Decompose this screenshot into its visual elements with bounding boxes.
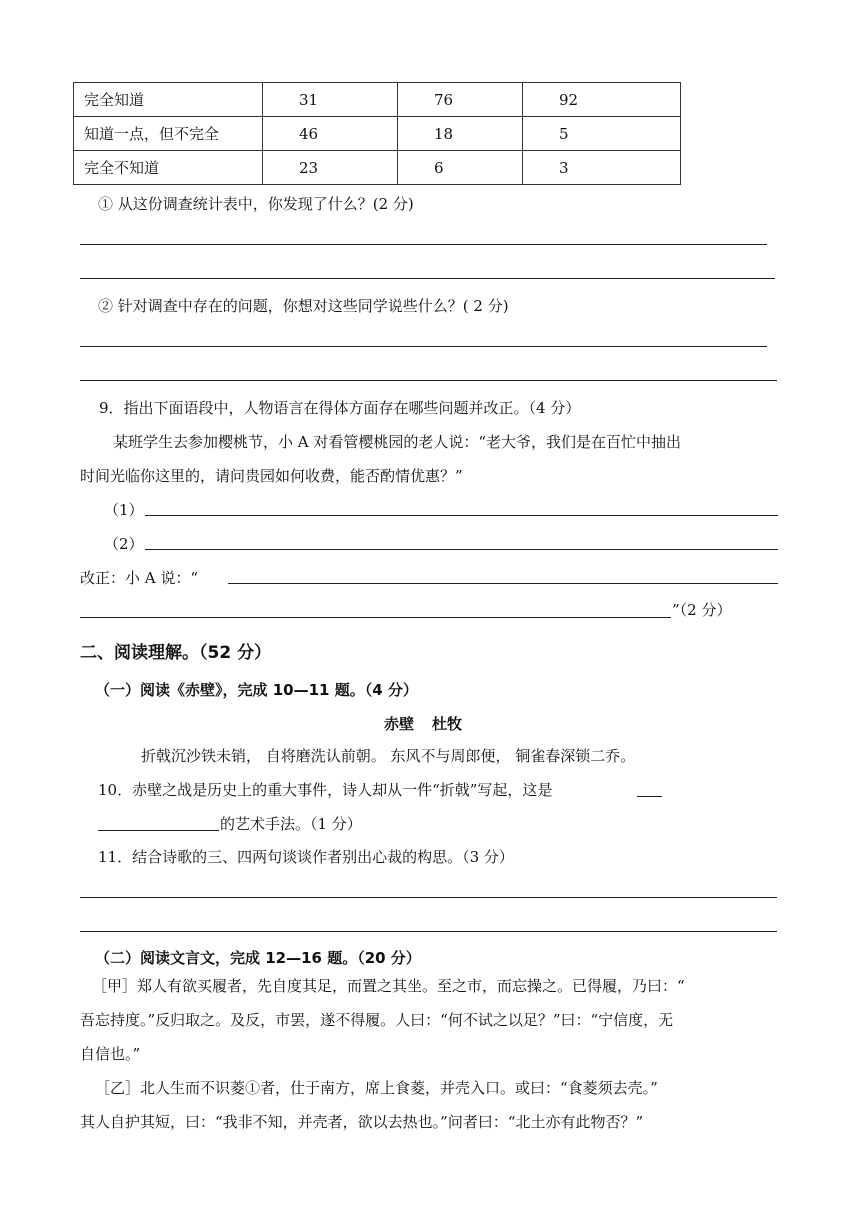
section-title: 二、阅读理解。（52 分） — [80, 643, 272, 663]
table-cell: 6 — [398, 151, 523, 185]
table-cell: 23 — [263, 151, 398, 185]
answer-line[interactable] — [228, 583, 778, 584]
q8-sub2: ② 针对调查中存在的问题，你想对这些同学说些什么？( 2 分) — [98, 297, 509, 315]
part-title: （一）阅读《赤壁》，完成 10—11 题。（4 分） — [95, 681, 418, 699]
correction-suffix: ”（2 分） — [672, 601, 732, 619]
table-cell: 31 — [263, 83, 398, 117]
poem-title: 赤壁 — [384, 715, 415, 733]
table-cell: 46 — [263, 117, 398, 151]
table-cell: 76 — [398, 83, 523, 117]
q8-sub1: ① 从这份调查统计表中，你发现了什么？(2 分) — [98, 195, 414, 213]
answer-line[interactable] — [80, 278, 775, 279]
answer-line[interactable] — [145, 549, 778, 550]
table-cell: 5 — [523, 117, 681, 151]
answer-line[interactable] — [98, 830, 219, 831]
row-label: 完全知道 — [74, 83, 263, 117]
poem-author: 杜牧 — [432, 715, 463, 733]
table-row — [74, 83, 681, 117]
table-cell: 18 — [398, 117, 523, 151]
answer-line[interactable] — [637, 796, 662, 797]
row-label: 知道一点，但不完全 — [74, 117, 263, 151]
q9-passage: 某班学生去参加樱桃节，小 A 对看管樱桃园的老人说：“老大爷，我们是在百忙中抽出 — [113, 433, 682, 451]
blank-label: （1） — [104, 501, 144, 519]
q10-suffix: 的艺术手法。（1 分） — [220, 815, 362, 833]
q11: 11．结合诗歌的三、四两句谈谈作者别出心裁的构思。（3 分） — [98, 848, 514, 866]
answer-line[interactable] — [145, 515, 778, 516]
passage-jia: 吾忘持度。”反归取之。及反，市罢，遂不得履。人曰：“何不试之以足？”曰：“宁信度，无 — [80, 1011, 674, 1029]
correction-label: 改正：小 A 说：“ — [80, 569, 199, 587]
poem-text: 折戟沉沙铁未销， 自将磨洗认前朝。 东风不与周郎便， 铜雀春深锁二乔。 — [141, 747, 636, 765]
q9-passage: 时间光临你这里的，请问贵园如何收费，能否酌情优惠？” — [80, 467, 463, 485]
answer-line[interactable] — [80, 244, 767, 245]
passage-yi: 其人自护其短，曰：“我非不知，并壳者，欲以去热也。”问者曰：“北土亦有此物否？” — [80, 1113, 644, 1131]
row-label: 完全不知道 — [74, 151, 263, 185]
table-row — [74, 151, 681, 185]
passage-yi: ［乙］北人生而不识菱①者，仕于南方，席上食菱，并壳入口。或曰：“食菱须去壳。” — [95, 1079, 658, 1097]
table-cell: 3 — [523, 151, 681, 185]
part-title: （二）阅读文言文，完成 12—16 题。（20 分） — [95, 949, 421, 967]
passage-jia: ［甲］郑人有欲买履者，先自度其足，而置之其坐。至之市，而忘操之。已得履，乃曰：“ — [92, 977, 685, 995]
passage-jia: 自信也。” — [80, 1045, 141, 1063]
answer-line[interactable] — [80, 897, 777, 898]
blank-label: （2） — [104, 535, 144, 553]
answer-line[interactable] — [80, 617, 671, 618]
answer-line[interactable] — [80, 346, 767, 347]
survey-table — [73, 82, 681, 185]
q9-stem: 9．指出下面语段中，人物语言在得体方面存在哪些问题并改正。（4 分） — [99, 399, 581, 417]
table-row — [74, 117, 681, 151]
table-cell: 92 — [523, 83, 681, 117]
answer-line[interactable] — [80, 931, 777, 932]
answer-line[interactable] — [80, 380, 777, 381]
q10: 10．赤壁之战是历史上的重大事件，诗人却从一件“折戟”写起，这是 — [98, 781, 553, 799]
